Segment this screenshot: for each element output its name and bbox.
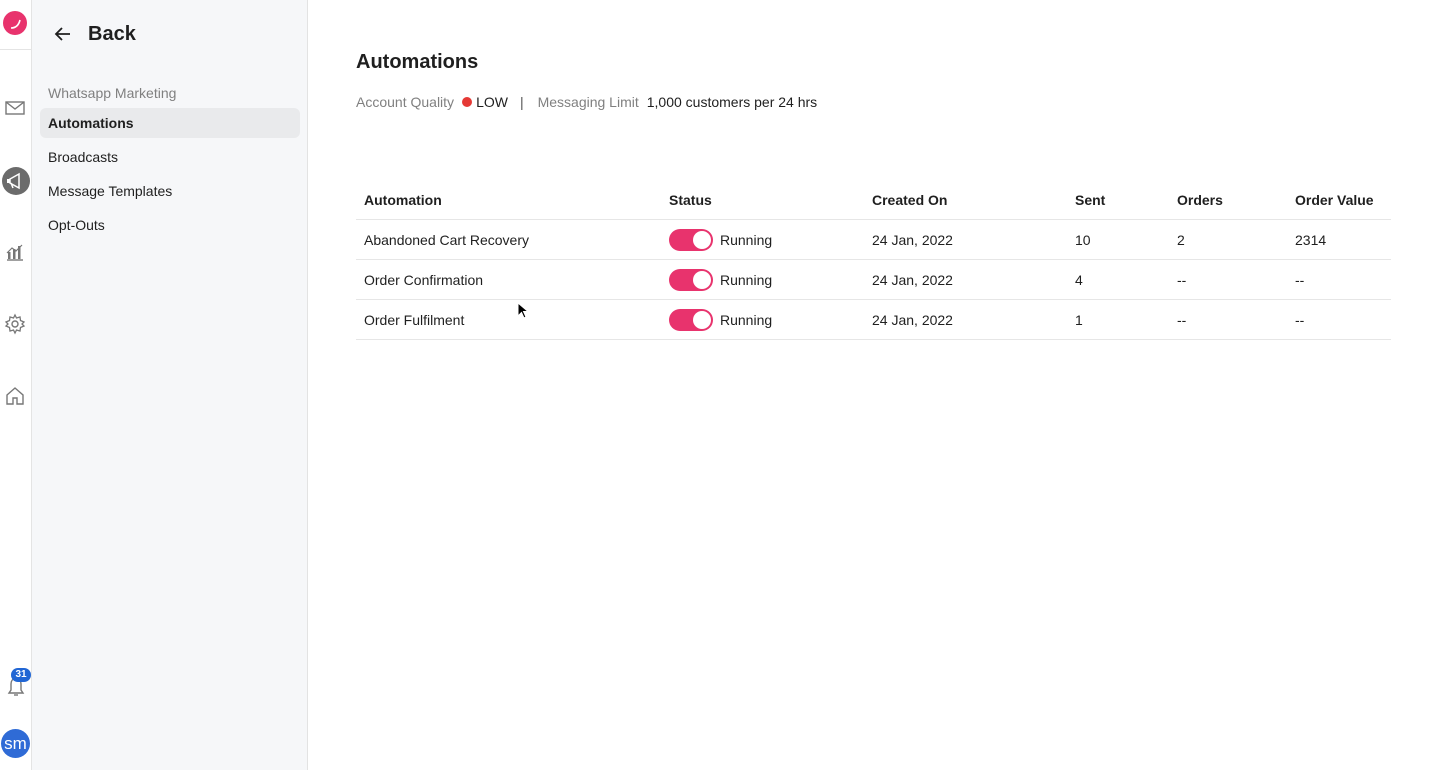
mail-icon[interactable] [4, 97, 26, 119]
order-value: -- [1287, 300, 1391, 340]
column-header-orders: Orders [1169, 180, 1287, 220]
mouse-cursor-icon [517, 302, 529, 320]
sidebar-item-automations[interactable]: Automations [40, 108, 300, 138]
status-text: Running [720, 271, 773, 288]
table-row[interactable] [356, 300, 1391, 340]
automation-name[interactable]: Order Confirmation [356, 260, 661, 300]
table-row[interactable] [356, 260, 1391, 300]
column-header-created-on: Created On [864, 180, 1067, 220]
order-value: 2314 [1287, 220, 1391, 260]
automation-name[interactable]: Abandoned Cart Recovery [356, 220, 661, 260]
status-text: Running [720, 311, 773, 328]
back-button[interactable] [52, 20, 136, 48]
status-text: Running [720, 231, 773, 248]
avatar[interactable]: sm [1, 729, 30, 758]
section-title: Whatsapp Marketing [48, 85, 177, 101]
automation-toggle[interactable] [669, 229, 713, 251]
gear-icon[interactable] [4, 313, 26, 335]
account-quality-value: LOW [476, 94, 508, 110]
orders-count: 2 [1169, 220, 1287, 260]
automation-toggle[interactable] [669, 309, 713, 331]
orders-count: -- [1169, 260, 1287, 300]
logo-icon[interactable] [2, 10, 28, 36]
created-on: 24 Jan, 2022 [864, 300, 1067, 340]
column-header-order-value: Order Value [1287, 180, 1391, 220]
account-meta [356, 94, 817, 110]
home-icon[interactable] [4, 385, 26, 407]
megaphone-icon[interactable] [1, 166, 31, 196]
column-header-sent: Sent [1067, 180, 1169, 220]
notification-badge: 31 [11, 668, 31, 682]
messaging-limit-value: 1,000 customers per 24 hrs [646, 94, 818, 110]
page-title: Automations [356, 51, 479, 73]
column-header-status: Status [661, 180, 864, 220]
column-header-automation: Automation [356, 180, 661, 220]
sent-count: 4 [1067, 260, 1169, 300]
orders-count: -- [1169, 300, 1287, 340]
quality-status-dot [462, 97, 472, 107]
account-quality-label: Account Quality [356, 94, 455, 110]
notifications-button[interactable] [3, 671, 29, 699]
sidebar-item-message-templates[interactable]: Message Templates [48, 183, 173, 199]
arrow-left-icon [52, 23, 74, 45]
meta-separator: | [519, 94, 524, 110]
table-row[interactable] [356, 220, 1391, 260]
sent-count: 1 [1067, 300, 1169, 340]
sidebar [32, 0, 308, 770]
sent-count: 10 [1067, 220, 1169, 260]
sidebar-item-opt-outs[interactable]: Opt-Outs [48, 217, 105, 233]
analytics-icon[interactable] [4, 241, 26, 263]
main-content [308, 0, 1440, 770]
icon-rail [0, 0, 32, 770]
sidebar-item-broadcasts[interactable]: Broadcasts [48, 149, 119, 165]
created-on: 24 Jan, 2022 [864, 220, 1067, 260]
automations-table [356, 180, 1391, 340]
messaging-limit-label: Messaging Limit [537, 94, 639, 110]
order-value: -- [1287, 260, 1391, 300]
created-on: 24 Jan, 2022 [864, 260, 1067, 300]
automation-name[interactable]: Order Fulfilment [356, 300, 661, 340]
automation-toggle[interactable] [669, 269, 713, 291]
sidebar-nav [40, 108, 300, 244]
table-header-row [356, 180, 1391, 220]
back-label: Back [88, 22, 136, 45]
